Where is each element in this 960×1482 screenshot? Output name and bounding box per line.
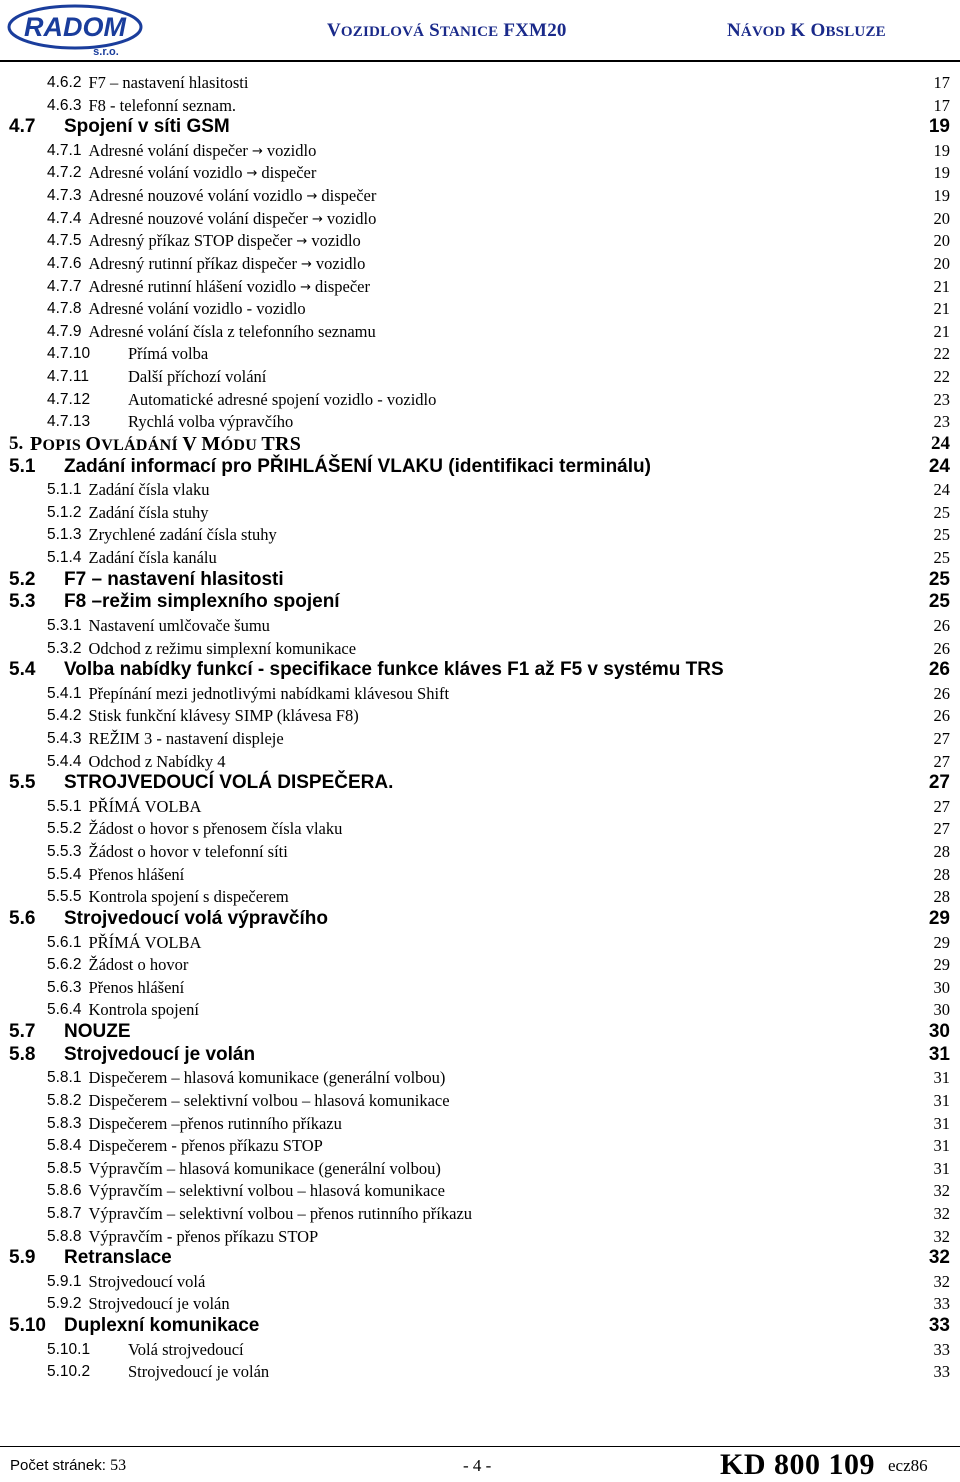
toc-entry[interactable] [0, 433, 960, 455]
toc-entry-title: Dispečerem – hlasová komunikace (generální volbou) [88, 1068, 446, 1088]
toc-entry[interactable] [0, 140, 960, 162]
toc-entry[interactable] [0, 908, 960, 930]
toc-entry-page: 30 [928, 1021, 950, 1043]
toc-entry-page: 33 [933, 1339, 950, 1359]
toc-entry-page: 25 [928, 591, 950, 613]
toc-entry-number: 5.1.2 [47, 503, 82, 521]
toc-entry-number: 4.7 [9, 116, 36, 138]
toc-entry-title: Nastavení umlčovače šumu [88, 615, 270, 635]
toc-entry-title: Přímá volba [128, 344, 209, 364]
toc-entry-number: 5.6.3 [47, 978, 82, 996]
toc-entry-title: Strojvedoucí volá [88, 1271, 206, 1291]
toc-entry[interactable] [0, 683, 960, 705]
toc-entry-page: 21 [933, 276, 950, 296]
toc-entry-page: 24 [928, 455, 950, 477]
arrow-icon: → [311, 211, 323, 227]
toc-entry-page: 26 [933, 706, 950, 726]
toc-entry-number: 5.5.4 [47, 865, 82, 883]
toc-entry-page: 28 [933, 842, 950, 862]
toc-entry-number: 4.7.11 [47, 368, 89, 386]
toc-entry[interactable] [0, 1226, 960, 1248]
radom-logo [6, 3, 144, 57]
toc-entry-page: 17 [933, 73, 950, 92]
toc-entry-title: Adresný rutinní příkaz dispečer → vozidlo [88, 253, 366, 273]
toc-entry[interactable] [0, 591, 960, 613]
arrow-icon: → [251, 143, 263, 159]
toc-entry-number: 5.10 [9, 1315, 46, 1337]
toc-entry-page: 22 [933, 344, 950, 364]
toc-entry-title: Žádost o hovor [88, 955, 189, 975]
toc-entry-number: 5.8.7 [47, 1205, 82, 1222]
toc-entry-title: Kontrola spojení [88, 1000, 199, 1020]
toc-entry[interactable] [0, 95, 960, 117]
toc-entry-page: 17 [933, 95, 950, 115]
toc-entry-number: 5.6 [9, 907, 36, 929]
toc-entry-page: 33 [933, 1294, 950, 1314]
toc-entry-title: PŘÍMÁ VOLBA [88, 932, 202, 952]
toc-entry-title: Přepínání mezi jednotlivými nabídkami klávesou Shift [88, 683, 450, 703]
toc-entry-page: 32 [933, 1181, 950, 1201]
toc-entry-title: Odchod z Nabídky 4 [88, 751, 226, 771]
header-section: NÁVOD K OBSLUZE [727, 20, 886, 41]
toc-entry-number: 5.8.4 [47, 1137, 82, 1155]
toc-entry[interactable] [0, 1271, 960, 1293]
toc-entry-title: STROJVEDOUCÍ VOLÁ DISPEČERA. [64, 772, 394, 794]
toc-entry[interactable] [0, 841, 960, 863]
toc-entry[interactable] [0, 705, 960, 727]
toc-entry-number: 4.7.4 [47, 209, 82, 227]
page-header [0, 0, 960, 62]
toc-entry-title: Zadání čísla vlaku [88, 480, 210, 500]
toc-entry-number: 5.4.4 [47, 752, 82, 770]
toc-entry-number: 5.4 [9, 659, 36, 681]
toc-entry-title: Stisk funkční klávesy SIMP (klávesa F8) [88, 706, 359, 726]
toc-entry-title: NOUZE [64, 1021, 131, 1043]
toc-entry[interactable] [0, 977, 960, 999]
toc-entry-number: 5.10.1 [47, 1340, 91, 1358]
toc-entry-number: 4.7.10 [47, 345, 91, 363]
toc-entry[interactable] [0, 818, 960, 840]
toc-entry-page: 26 [933, 683, 950, 703]
toc-entry[interactable] [0, 615, 960, 637]
toc-entry-number: 5.4.3 [47, 729, 82, 747]
page-footer [0, 1440, 960, 1482]
logo-text: RADOM [24, 12, 126, 42]
toc-entry-page: 25 [933, 502, 950, 522]
toc-entry-number: 5.6.1 [47, 933, 82, 951]
toc-entry-number: 5.3.2 [47, 639, 82, 657]
toc-entry-title: Duplexní komunikace [64, 1315, 260, 1337]
toc-entry-number: 5.5.5 [47, 888, 82, 906]
toc-entry-page: 19 [928, 116, 950, 138]
toc-entry[interactable] [0, 1293, 960, 1315]
toc-entry-title: Dispečerem - přenos příkazu STOP [88, 1136, 323, 1156]
toc-entry[interactable] [0, 1021, 960, 1043]
toc-entry-page: 28 [933, 864, 950, 884]
toc-entry-page: 27 [933, 796, 950, 816]
toc-entry-title: Adresné nouzové volání vozidlo → dispečer [88, 186, 377, 206]
toc-entry-title: POPIS OVLÁDÁNÍ V MÓDU TRS [30, 432, 302, 455]
toc-entry-title: Dispečerem – selektivní volbou – hlasová komunikace [88, 1090, 450, 1110]
toc-entry-title: Výpravčím - přenos příkazu STOP [88, 1226, 319, 1246]
toc-entry[interactable] [0, 72, 960, 94]
toc-entry-page: 20 [933, 208, 950, 228]
toc-entry[interactable] [0, 1203, 960, 1225]
toc-entry-title: Zadání informací pro PŘIHLÁŠENÍ VLAKU (identifikaci terminálu) [64, 455, 651, 477]
toc-entry[interactable] [0, 456, 960, 478]
toc-entry-page: 19 [933, 186, 950, 206]
toc-entry-title: Dispečerem –přenos rutinního příkazu [88, 1113, 342, 1133]
toc-entry-number: 5.9 [9, 1247, 36, 1269]
toc-entry-page: 29 [933, 932, 950, 952]
toc-entry-page: 25 [928, 568, 950, 590]
toc-entry-number: 5.5.1 [47, 797, 82, 815]
toc-entry-page: 27 [933, 751, 950, 771]
toc-entry[interactable] [0, 276, 960, 298]
toc-entry[interactable] [0, 1180, 960, 1202]
toc-entry-number: 5.6.4 [47, 1001, 82, 1019]
toc-entry-page: 32 [928, 1247, 950, 1269]
toc-entry-title: Přenos hlášení [88, 977, 185, 997]
toc-entry-page: 26 [933, 638, 950, 658]
toc-entry-title: Zadání čísla kanálu [88, 548, 217, 568]
toc-entry[interactable] [0, 502, 960, 524]
toc-entry-title: Rychlá volba výpravčího [128, 412, 294, 432]
toc-entry-page: 26 [933, 615, 950, 635]
toc-entry-number: 4.7.12 [47, 390, 91, 408]
arrow-icon: → [300, 256, 312, 272]
toc-entry[interactable] [0, 1361, 960, 1383]
toc-entry-page: 21 [933, 321, 950, 341]
toc-entry-page: 31 [933, 1068, 950, 1088]
toc-entry-title: Automatické adresné spojení vozidlo - vozidlo [128, 389, 437, 409]
toc-entry-title: Kontrola spojení s dispečerem [88, 887, 289, 907]
toc-entry-number: 4.7.9 [47, 322, 82, 340]
toc-entry[interactable] [0, 954, 960, 976]
toc-entry-number: 5.5 [9, 772, 36, 794]
toc-entry[interactable] [0, 1315, 960, 1337]
toc-entry-number: 5.4.1 [47, 684, 82, 702]
toc-entry[interactable] [0, 366, 960, 388]
toc-entry-title: Adresné rutinní hlášení vozidlo → dispečer [88, 276, 370, 296]
toc-entry-number: 5.8.6 [47, 1182, 82, 1200]
toc-entry-title: Žádost o hovor s přenosem čísla vlaku [88, 819, 343, 839]
toc-entry-page: 31 [933, 1136, 950, 1156]
toc-entry-page: 25 [933, 525, 950, 545]
toc-entry-title: Adresné volání čísla z telefonního seznamu [88, 321, 376, 341]
toc-entry-page: 24 [931, 432, 950, 454]
toc-entry-title: Výpravčím – hlasová komunikace (generální volbou) [88, 1158, 441, 1178]
toc-entry-page: 23 [933, 412, 950, 432]
toc-entry-number: 5.8.1 [47, 1069, 82, 1087]
toc-entry-page: 31 [933, 1158, 950, 1178]
toc-entry-number: 5.1.4 [47, 549, 82, 567]
toc-entry-number: 4.7.3 [47, 187, 82, 205]
header-title: VOZIDLOVÁ STANICE FXM20 [327, 20, 567, 41]
toc-entry-page: 30 [933, 977, 950, 997]
toc-entry[interactable] [0, 1113, 960, 1135]
toc-entry[interactable] [0, 208, 960, 230]
toc-entry-title: Adresné volání vozidlo → dispečer [88, 163, 317, 183]
toc-entry-page: 33 [928, 1315, 950, 1337]
toc-entry[interactable] [0, 638, 960, 660]
toc-entry-page: 23 [933, 389, 950, 409]
toc-entry-page: 31 [933, 1113, 950, 1133]
toc-entry-title: Zadání čísla stuhy [88, 502, 209, 522]
toc-entry-title: Zrychlené zadání čísla stuhy [88, 525, 277, 545]
toc-entry[interactable] [0, 411, 960, 433]
toc-entry-page: 32 [933, 1204, 950, 1223]
toc-entry[interactable] [0, 999, 960, 1021]
toc-entry-title: Strojvedoucí je volán [128, 1362, 270, 1382]
arrow-icon: → [306, 189, 318, 205]
toc-entry[interactable] [0, 116, 960, 138]
toc-entry-title: Strojvedoucí je volán [64, 1043, 256, 1065]
toc-entry-title: Adresné volání dispečer → vozidlo [88, 140, 317, 160]
toc-entry-page: 19 [933, 140, 950, 160]
toc-entry[interactable] [0, 886, 960, 908]
toc-entry-number: 5.8 [9, 1043, 36, 1065]
document-code: KD 800 109 [720, 1448, 875, 1481]
toc-entry-title: Žádost o hovor v telefonní síti [88, 842, 288, 862]
toc-entry-title: F8 –režim simplexního spojení [64, 591, 340, 613]
toc-entry-number: 5.1 [9, 455, 36, 477]
toc-entry[interactable] [0, 932, 960, 954]
toc-entry-title: Strojvedoucí volá výpravčího [64, 907, 328, 929]
toc-entry-title: F7 – nastavení hlasitosti [88, 73, 249, 92]
toc-entry-title: Adresné volání vozidlo - vozidlo [88, 299, 306, 319]
toc-entry-page: 29 [933, 955, 950, 975]
toc-entry-title: Přenos hlášení [88, 864, 185, 884]
toc-entry-page: 25 [933, 548, 950, 568]
toc-entry-number: 5.3 [9, 591, 36, 613]
toc-entry-number: 5. [9, 432, 24, 454]
toc-entry-number: 5.2 [9, 568, 36, 590]
revision-code: ecz86 [888, 1456, 928, 1475]
toc-entry-number: 5.1.3 [47, 526, 82, 544]
toc-entry[interactable] [0, 864, 960, 886]
toc-entry[interactable] [0, 343, 960, 365]
toc-entry-title: Výpravčím – selektivní volbou – hlasová komunikace [88, 1181, 445, 1201]
toc-entry-number: 5.8.5 [47, 1159, 82, 1177]
toc-entry[interactable] [0, 230, 960, 252]
toc-entry-page: 32 [933, 1226, 950, 1246]
toc-entry[interactable] [0, 1044, 960, 1066]
toc-entry-title: Odchod z režimu simplexní komunikace [88, 638, 357, 658]
toc-entry-number: 4.7.5 [47, 232, 82, 250]
toc-entry-number: 5.6.2 [47, 956, 82, 974]
toc-entry[interactable] [0, 1135, 960, 1157]
toc-entry-title: Další příchozí volání [128, 367, 267, 387]
toc-entry-number: 4.7.7 [47, 277, 82, 295]
toc-entry-number: 5.9.2 [47, 1295, 82, 1313]
toc-entry[interactable] [0, 659, 960, 681]
toc-entry[interactable] [0, 253, 960, 275]
toc-entry-page: 31 [933, 1090, 950, 1110]
toc-entry-number: 5.4.2 [47, 707, 82, 725]
toc-entry-number: 5.8.8 [47, 1227, 82, 1245]
toc-entry-number: 4.7.6 [47, 254, 82, 272]
toc-entry-number: 5.8.2 [47, 1091, 82, 1109]
toc-entry[interactable] [0, 751, 960, 773]
toc-entry[interactable] [0, 569, 960, 591]
toc-entry-page: 32 [933, 1271, 950, 1291]
toc-entry[interactable] [0, 479, 960, 501]
toc-entry-title: Adresné nouzové volání dispečer → vozidlo [88, 208, 377, 228]
arrow-icon: → [296, 234, 308, 250]
toc-entry-number: 4.6.3 [47, 96, 82, 114]
toc-entry-title: Volba nabídky funkcí - specifikace funkce kláves F1 až F5 v systému TRS [64, 659, 724, 681]
toc-entry[interactable] [0, 185, 960, 207]
logo-subtext: s.r.o. [93, 46, 119, 57]
toc-entry[interactable] [0, 1067, 960, 1089]
toc-entry-page: 22 [933, 367, 950, 387]
toc-entry-title: F7 – nastavení hlasitosti [64, 568, 284, 590]
toc-entry-number: 4.7.8 [47, 300, 82, 318]
toc-entry-number: 5.3.1 [47, 616, 82, 634]
toc-entry[interactable] [0, 389, 960, 411]
toc-entry-page: 33 [933, 1362, 950, 1382]
page-count [10, 1457, 126, 1475]
toc-entry-number: 5.5.3 [47, 843, 82, 861]
toc-entry-number: 5.8.3 [47, 1114, 82, 1132]
toc-entry-page: 26 [928, 659, 950, 681]
toc-entry[interactable] [0, 1158, 960, 1180]
arrow-icon: → [246, 166, 258, 182]
header-rule [0, 60, 960, 62]
toc-entry-page: 27 [933, 728, 950, 748]
toc-entry[interactable] [0, 1090, 960, 1112]
toc-entry-title: Adresný příkaz STOP dispečer → vozidlo [88, 231, 361, 251]
toc-entry[interactable] [0, 321, 960, 343]
toc-entry-title: F8 - telefonní seznam. [88, 95, 237, 115]
toc-entry-title: REŽIM 3 - nastavení displeje [88, 728, 284, 748]
toc-entry-number: 5.5.2 [47, 820, 82, 838]
toc-entry-title: Strojvedoucí je volán [88, 1294, 230, 1314]
toc-entry[interactable] [0, 1247, 960, 1269]
toc-entry-page: 27 [928, 772, 950, 794]
arrow-icon: → [300, 279, 311, 295]
toc-entry-page: 29 [928, 907, 950, 929]
toc-entry-page: 28 [933, 887, 950, 907]
toc-entry[interactable] [0, 728, 960, 750]
toc-entry-page: 19 [933, 163, 950, 183]
toc-entry-number: 5.10.2 [47, 1363, 91, 1381]
page-number: - 4 - [463, 1456, 492, 1475]
toc-entry-number: 4.6.2 [47, 74, 82, 91]
toc-entry[interactable] [0, 524, 960, 546]
toc-entry-page: 31 [928, 1043, 950, 1065]
footer-rule [0, 1446, 960, 1447]
toc-entry-title: PŘÍMÁ VOLBA [88, 796, 202, 816]
toc-entry[interactable] [0, 1339, 960, 1361]
toc-entry-page: 24 [933, 480, 950, 500]
toc-entry-page: 27 [933, 819, 950, 839]
toc-entry[interactable] [0, 772, 960, 794]
toc-entry-number: 5.9.1 [47, 1272, 82, 1290]
toc-entry-title: Volá strojvedoucí [128, 1339, 244, 1359]
toc-entry-number: 4.7.13 [47, 413, 91, 431]
toc-entry-title: Výpravčím – selektivní volbou – přenos rutinního příkazu [88, 1204, 473, 1223]
page-count-label: Počet stránek: [10, 1457, 106, 1474]
toc-entry-page: 21 [933, 299, 950, 319]
toc-entry-page: 20 [933, 231, 950, 251]
toc-entry[interactable] [0, 162, 960, 184]
toc-entry[interactable] [0, 547, 960, 569]
toc-entry-number: 5.1.1 [47, 481, 82, 499]
toc-entry-page: 20 [933, 253, 950, 273]
toc-entry-title: Spojení v síti GSM [64, 116, 230, 138]
toc-entry-title: Retranslace [64, 1247, 172, 1269]
toc-entry-number: 4.7.2 [47, 164, 82, 182]
toc-entry[interactable] [0, 796, 960, 818]
toc-entry[interactable] [0, 298, 960, 320]
toc-entry-page: 30 [933, 1000, 950, 1020]
toc-entry-number: 5.7 [9, 1021, 36, 1043]
toc-entry-number: 4.7.1 [47, 141, 82, 159]
page-count-value: 53 [110, 1457, 127, 1474]
